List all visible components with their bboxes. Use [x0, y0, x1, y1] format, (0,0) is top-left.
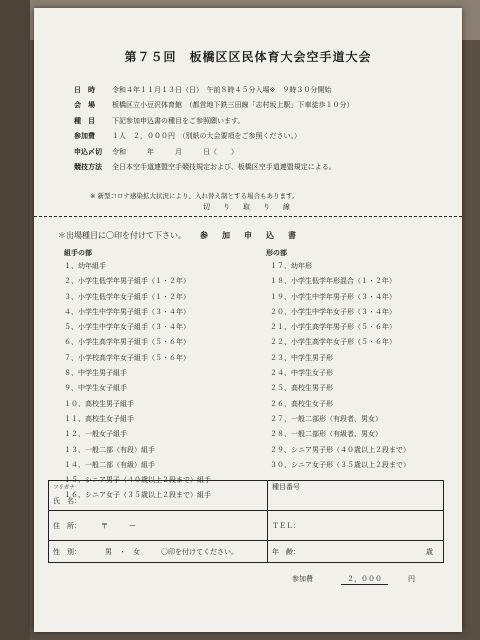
kumite-item[interactable]: １０、高校生男子組手 — [64, 399, 134, 408]
kumite-item[interactable]: １２、一般女子組手 — [64, 430, 127, 439]
kumite-item[interactable]: ３、小学生低学年女子組手（１・２年） — [64, 292, 190, 301]
kumite-item[interactable]: ６、小学生高学年男子組手（５・６年） — [64, 338, 190, 347]
instruction-line — [58, 230, 299, 241]
furigana-cell[interactable] — [49, 481, 268, 493]
kata-item[interactable]: ２４、中学生女子形 — [270, 369, 333, 378]
info-value: 全日本空手道連盟空手競技規定および、板橋区空手道連盟規定による。 — [112, 163, 336, 172]
postal-mark: 〒 ー — [101, 521, 136, 530]
kumite-item[interactable]: ４、小学生中学年男子組手（３・４年） — [64, 307, 190, 316]
event-number-header-cell — [268, 481, 444, 493]
name-label: 氏 名： — [53, 497, 81, 506]
kata-item[interactable]: ２３、中学生男子形 — [270, 353, 333, 362]
fee-unit: 円 — [408, 575, 415, 583]
info-row-venue — [74, 98, 354, 114]
info-label: 会 場 — [74, 101, 95, 110]
info-label: 参加費 — [74, 132, 95, 141]
kumite-item[interactable]: ５、小学生中学年女子組手（３・４年） — [64, 323, 190, 332]
tel-cell[interactable] — [268, 511, 444, 541]
info-label: 競技方法 — [74, 163, 102, 172]
kumite-item[interactable]: １３、一般二部（有段）組手 — [64, 445, 155, 454]
document-title: 第７５回 板橋区区民体育大会空手道大会 — [124, 50, 372, 64]
fee-amount: ２，０００ — [341, 574, 388, 585]
info-row-fee — [74, 129, 354, 145]
cut-line-label: 切 り 取 り 線 — [203, 203, 293, 211]
info-value: 令和 年 月 日（ ） — [112, 147, 238, 156]
event-number-label: 種目番号 — [272, 482, 300, 491]
application-form-table — [48, 480, 444, 563]
kumite-item[interactable]: １４、一般二部（有級）組手 — [64, 460, 155, 469]
kata-item[interactable]: １７、幼年形 — [270, 262, 312, 270]
kata-item[interactable]: ２５、高校生男子形 — [270, 384, 333, 393]
cut-line — [34, 216, 462, 217]
info-row-deadline — [74, 144, 354, 160]
kata-item[interactable]: １８、小学生低学年形混合（１・２年） — [270, 277, 396, 286]
kumite-item[interactable]: ２、小学生低学年男子組手（１・２年） — [64, 277, 190, 286]
info-row-events — [74, 113, 354, 129]
info-value: 下記参加申込書の種目をご参照願います。 — [112, 116, 245, 125]
address-cell[interactable] — [49, 511, 268, 541]
address-label: 住 所： — [53, 521, 81, 530]
kumite-heading: 組手の部 — [64, 249, 92, 257]
covid-note: ※ 新型コロナ感染拡大状況により、入れ替え制とする場合もあります。 — [90, 192, 299, 200]
event-number-cell[interactable] — [268, 493, 444, 511]
kumite-item[interactable]: １１、高校生女子組手 — [64, 414, 134, 423]
name-cell[interactable] — [49, 493, 268, 511]
age-label: 年 齢： — [272, 547, 300, 556]
info-row-datetime — [74, 82, 354, 98]
kata-item[interactable]: ２６、高校生女子形 — [270, 399, 333, 408]
form-heading: 参 加 申 込 書 — [200, 231, 299, 240]
kumite-item[interactable]: １、幼年組手 — [64, 262, 106, 270]
kata-item[interactable]: ２９、シニア男子形（４０歳以上２段まで） — [270, 445, 410, 454]
kata-item[interactable]: ２２、小学生高学年女子形（５・６年） — [270, 338, 396, 347]
kumite-item[interactable]: ８、中学生男子組手 — [64, 369, 127, 378]
kata-list — [270, 259, 410, 473]
gender-label: 性 別： — [53, 547, 81, 556]
kumite-item[interactable]: ９、中学生女子組手 — [64, 384, 127, 393]
kumite-item[interactable]: ７、小学校高学年女子組手（５・６年） — [64, 353, 190, 362]
kata-item[interactable]: ２８、一般二部形（有級者、男女） — [270, 430, 382, 439]
age-cell[interactable] — [268, 541, 444, 563]
paper-sheet — [34, 8, 462, 632]
info-value: 令和４年１１月１３日（日） 午前８時４５分入場※ ９時３０分開始 — [112, 85, 332, 94]
kumite-item[interactable]: １５、シニア男子（４０歳以上２段まで）組手 — [64, 476, 211, 485]
fee-label: 参加費 — [292, 575, 313, 583]
info-label: 申込〆切 — [74, 147, 102, 156]
instruction-text: ＊出場種目に〇印を付けて下さい。 — [58, 231, 186, 240]
info-row-rules — [74, 160, 354, 176]
info-value: 板橋区立小豆沢体育館 （都営地下鉄三田線「志村坂上駅」下車徒歩１０分） — [112, 101, 354, 110]
info-label: 日 時 — [74, 85, 95, 94]
info-value: １人 ２，０００円 （別紙の大会要項をご参照ください。） — [112, 132, 301, 141]
info-label: 種 目 — [74, 116, 95, 125]
kumite-item[interactable]: １６、シニア女子（３５歳以上２段まで）組手 — [64, 491, 211, 500]
fee-line — [292, 574, 415, 585]
gender-options: 男 ・ 女 〇印を付けてください。 — [105, 547, 238, 556]
kata-item[interactable]: ２１、小学生高学年男子形（５・６年） — [270, 323, 396, 332]
kata-item[interactable]: ３０、シニア女子形（３５歳以上２段まで） — [270, 460, 410, 469]
age-unit: 歳 — [426, 547, 433, 556]
event-info — [74, 82, 354, 175]
background-left — [0, 0, 30, 640]
tel-label: ＴＥＬ： — [272, 521, 300, 530]
kata-item[interactable]: ２７、一般二部形（有段者、男女） — [270, 414, 382, 423]
kata-item[interactable]: １９、小学生中学年男子形（３・４年） — [270, 292, 396, 301]
kumite-list — [64, 259, 211, 504]
kata-item[interactable]: ２０、小学生中学年女子形（３・４年） — [270, 307, 396, 316]
gender-cell[interactable] — [49, 541, 268, 563]
furigana-label: フリガナ — [53, 484, 75, 491]
kata-heading: 形の部 — [266, 249, 287, 257]
